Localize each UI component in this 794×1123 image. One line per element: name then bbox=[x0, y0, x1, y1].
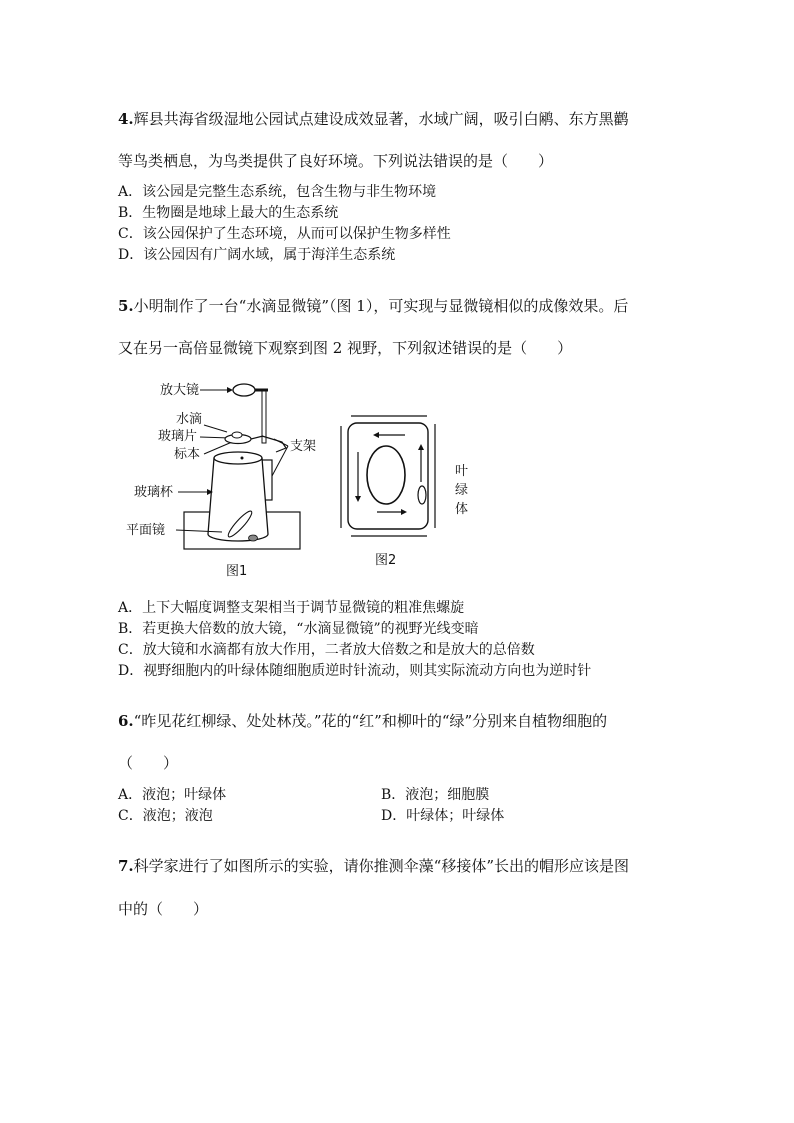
fig1-label-water-drop: 水滴 bbox=[176, 412, 203, 427]
q5-stem-line1 bbox=[118, 295, 628, 316]
magnifier-lens bbox=[233, 384, 255, 396]
fig1-label-mirror: 平面镜 bbox=[126, 523, 166, 538]
fig2-label-chloroplast-3: 体 bbox=[455, 502, 469, 517]
figure-2-cell-view bbox=[335, 408, 485, 568]
q4-option-b[interactable]: B．生物圈是地球上最大的生态系统 bbox=[118, 205, 339, 221]
vacuole bbox=[367, 446, 405, 504]
q7-number: 7. bbox=[118, 857, 134, 875]
q5-number: 5. bbox=[118, 297, 134, 315]
specimen-dot bbox=[241, 457, 244, 460]
fig1-label-specimen: 标本 bbox=[174, 447, 201, 462]
q4-option-d[interactable]: D．该公园因有广阔水域，属于海洋生态系统 bbox=[118, 247, 396, 263]
mirror-support bbox=[249, 535, 258, 541]
water-drop bbox=[232, 432, 242, 438]
q5-option-b[interactable]: B．若更换大倍数的放大镜，“水滴显微镜”的视野光线变暗 bbox=[118, 621, 479, 637]
q4-stem-line2: 等鸟类栖息，为鸟类提供了良好环境。下列说法错误的是（ ） bbox=[118, 152, 554, 170]
q7-stem-text1: 科学家进行了如图所示的实验，请你推测伞藻“移接体”长出的帽形应该是图 bbox=[133, 857, 630, 875]
fig1-pointer-stand-1 bbox=[274, 439, 288, 446]
fig1-arrowhead-magnifier bbox=[227, 387, 233, 393]
q4-option-a[interactable]: A．该公园是完整生态系统，包含生物与非生物环境 bbox=[118, 184, 437, 200]
q6-option-d[interactable]: D．叶绿体；叶绿体 bbox=[381, 808, 505, 824]
fig1-label-glass-slide: 玻璃片 bbox=[158, 429, 198, 444]
glass-cup-rim bbox=[214, 452, 262, 464]
q7-stem-line2: 中的（ ） bbox=[118, 900, 209, 918]
q5-stem-text1: 小明制作了一台“水滴显微镜”（图 1），可实现与显微镜相似的成像效果。后 bbox=[133, 297, 629, 315]
stand-upper-pole bbox=[262, 391, 266, 443]
q6-option-b[interactable]: B．液泡；细胞膜 bbox=[381, 787, 490, 803]
fig2-label-chloroplast-1: 叶 bbox=[455, 464, 469, 479]
fig2-label-chloroplast-2: 绿 bbox=[455, 483, 469, 498]
chloroplast bbox=[418, 486, 426, 504]
fig1-label-glass-cup: 玻璃杯 bbox=[134, 485, 174, 500]
q5-option-d[interactable]: D．视野细胞内的叶绿体随细胞质逆时针流动，则其实际流动方向也为逆时针 bbox=[118, 663, 592, 679]
q5-option-c[interactable]: C．放大镜和水滴都有放大作用，二者放大倍数之和是放大的总倍数 bbox=[118, 642, 535, 658]
q6-stem-line2: （ ） bbox=[118, 754, 179, 772]
slide-holder bbox=[251, 436, 263, 439]
q6-stem-line1 bbox=[118, 710, 607, 731]
q6-option-a[interactable]: A．液泡；叶绿体 bbox=[118, 787, 227, 803]
figure-1-water-drop-microscope bbox=[124, 372, 324, 582]
q5-stem-line2: 又在另一高倍显微镜下观察到图 2 视野，下列叙述错误的是（ ） bbox=[118, 339, 573, 357]
fig2-caption: 图2 bbox=[375, 553, 397, 568]
fig1-label-stand: 支架 bbox=[290, 439, 317, 454]
q4-option-c[interactable]: C．该公园保护了生态环境，从而可以保护生物多样性 bbox=[118, 226, 451, 242]
q6-stem-text1: “昨见花红柳绿、处处林茂。”花的“红”和柳叶的“绿”分别来自植物细胞的 bbox=[133, 712, 608, 730]
fig1-caption: 图1 bbox=[226, 564, 248, 579]
q6-number: 6. bbox=[118, 712, 134, 730]
fig1-pointer-water-drop bbox=[204, 425, 227, 432]
q4-stem-text1: 辉县共海省级湿地公园试点建设成效显著，水域广阔，吸引白鹇、东方黑鹳 bbox=[133, 110, 629, 128]
q5-option-a[interactable]: A．上下大幅度调整支架相当于调节显微镜的粗准焦螺旋 bbox=[118, 600, 465, 616]
q4-number: 4. bbox=[118, 110, 134, 128]
q4-stem-line1 bbox=[118, 108, 629, 129]
fig1-label-magnifier: 放大镜 bbox=[160, 383, 200, 398]
q7-stem-line1 bbox=[118, 855, 629, 876]
q6-option-c[interactable]: C．液泡；液泡 bbox=[118, 808, 213, 824]
